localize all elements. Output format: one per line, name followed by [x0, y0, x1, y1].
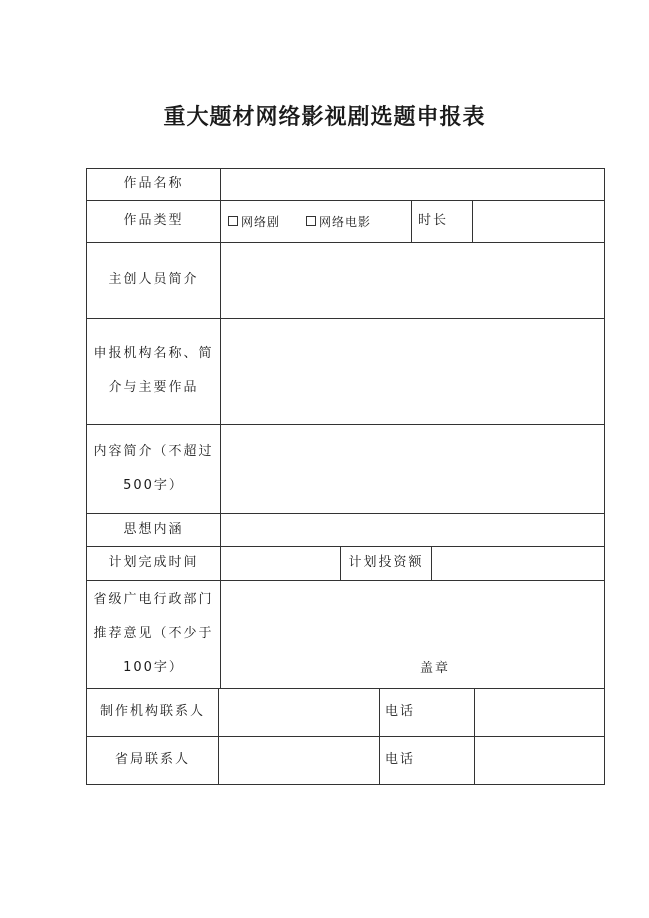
- label-producer-contact: 制作机构联系人: [99, 704, 205, 719]
- checkbox-web-movie[interactable]: [306, 200, 371, 242]
- label-line: 省级广电行政部门: [93, 592, 214, 607]
- label-line: 500字）: [123, 477, 184, 493]
- label-line: 推荐意见（不少于: [93, 626, 214, 641]
- label-column-divider: [220, 168, 221, 688]
- label-provincial-opinion: [87, 580, 220, 688]
- table-border-bottom: [86, 784, 605, 785]
- label-work-name: 作品名称: [123, 176, 184, 191]
- plan-divider: [431, 546, 432, 580]
- form-title: 重大题材网络影视剧选题申报表: [163, 104, 486, 130]
- label-line: 介与主要作品: [108, 380, 199, 395]
- label-institution: [87, 318, 220, 424]
- label-plan-invest: 计划投资额: [348, 555, 424, 570]
- label-connotation: 思想内涵: [123, 521, 184, 537]
- label-content: [87, 424, 220, 513]
- checkbox-web-series[interactable]: [228, 200, 280, 242]
- phone-divider: [474, 688, 475, 784]
- label-duration: 时长: [417, 213, 448, 228]
- label-phone: 电话: [384, 704, 415, 719]
- label-line: 内容简介（不超过: [93, 443, 214, 459]
- label-work-type: 作品类型: [123, 213, 184, 228]
- table-border-right: [604, 168, 605, 785]
- option-label: 网络电影: [319, 214, 372, 229]
- label-plan-time: 计划完成时间: [108, 555, 199, 570]
- label-creators: 主创人员简介: [108, 272, 199, 287]
- checkbox-icon[interactable]: [228, 216, 238, 226]
- label-phone: 电话: [384, 752, 415, 767]
- duration-divider: [472, 200, 473, 242]
- label-bureau-contact: 省局联系人: [114, 752, 190, 767]
- label-line: 100字）: [123, 660, 184, 675]
- label-column-divider: [218, 688, 219, 784]
- option-label: 网络剧: [241, 214, 281, 229]
- label-line: 申报机构名称、简: [93, 346, 214, 361]
- checkbox-icon[interactable]: [306, 216, 316, 226]
- seal-label: 盖章: [419, 661, 450, 676]
